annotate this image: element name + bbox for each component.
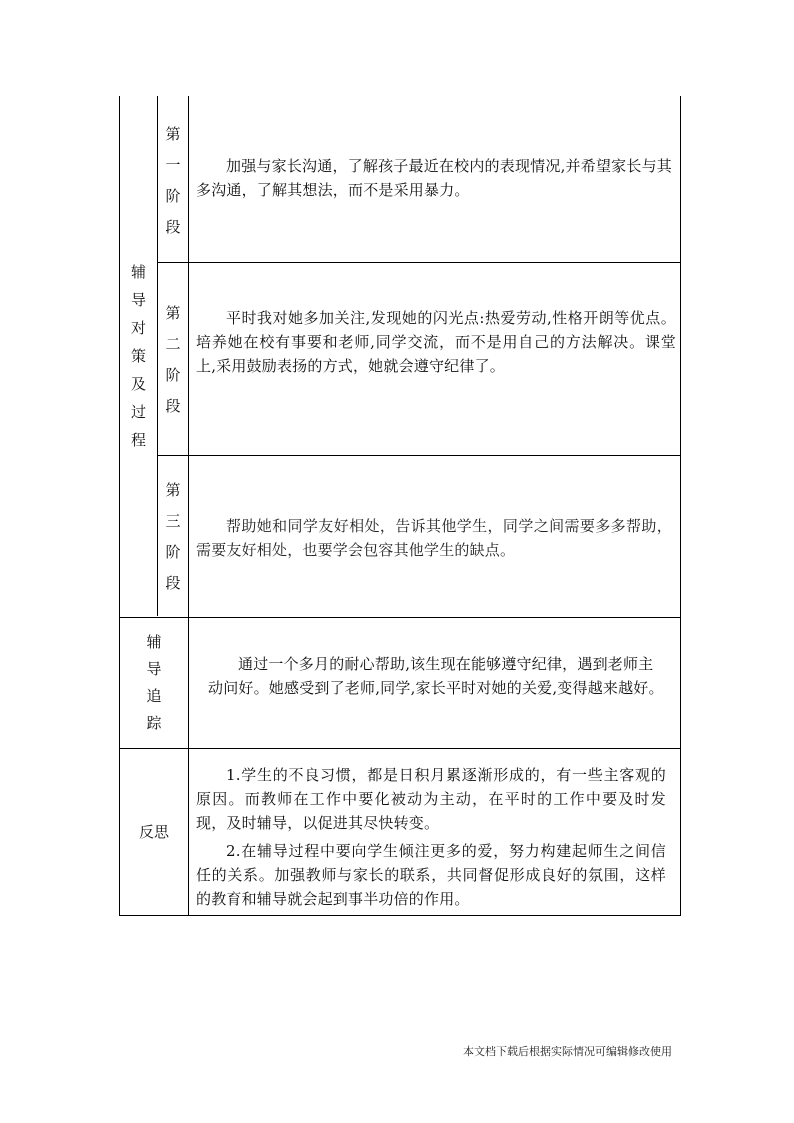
label-char: 程 xyxy=(130,430,146,449)
label-char: 二 xyxy=(165,335,181,353)
label-char: 三 xyxy=(165,512,181,530)
label-char: 第 xyxy=(165,481,181,499)
strategy-group-label xyxy=(120,96,157,616)
reflection-label xyxy=(120,749,188,915)
stage-label-right-border xyxy=(188,96,189,916)
label-char: 导 xyxy=(146,660,162,678)
reflection-label-text: 反思 xyxy=(138,822,169,841)
stage-1-text: 加强与家长沟通，了解孩子最近在校内的表现情况,并希望家长与其多沟通，了解其想法，而不是采用暴力。 xyxy=(196,157,672,199)
stage-3-content xyxy=(196,514,672,562)
table-bottom-border xyxy=(119,915,681,916)
tracking-text: 通过一个多月的耐心帮助,该生现在能够遵守纪律，遇到老师主动问好。她感受到了老师,同学,家长平时对她的关爱,变得越来越好。 xyxy=(208,655,664,697)
stage-3-text: 帮助她和同学友好相处，告诉其他学生，同学之间需要多多帮助，需要友好相处，也要学会包容其他学生的缺点。 xyxy=(196,517,672,559)
reflection-top-border xyxy=(119,748,681,749)
label-char: 导 xyxy=(130,290,146,309)
stage-2-content xyxy=(196,306,676,378)
reflection-paragraph: 2.在辅导过程中要向学生倾注更多的爱，努力构建起师生之间信任的关系。加强教师与家长的联系，共同督促形成良好的氛围，这样的教育和辅导就会起到事半功倍的作用。 xyxy=(196,842,666,908)
reflection-paragraph: 1.学生的不良习惯，都是日积月累逐渐形成的，有一些主客观的原因。而教师在工作中要化被动为主动，在平时的工作中要及时发现，及时辅导，以促进其尽快转变。 xyxy=(196,766,666,832)
label-char: 段 xyxy=(165,574,181,592)
label-char: 追 xyxy=(146,687,162,705)
tracking-top-border xyxy=(119,617,681,618)
label-char: 第 xyxy=(165,125,181,143)
stage-1-label xyxy=(158,118,188,244)
label-char: 段 xyxy=(165,218,181,236)
table-right-border xyxy=(680,96,681,916)
label-char: 辅 xyxy=(146,633,162,651)
stage-2-label xyxy=(158,296,188,424)
label-char: 一 xyxy=(165,156,181,174)
label-char: 策 xyxy=(130,346,146,365)
stage-divider-1 xyxy=(157,262,681,263)
label-char: 及 xyxy=(130,374,146,393)
tracking-content xyxy=(208,652,664,700)
label-char: 踪 xyxy=(146,714,162,732)
label-char: 阶 xyxy=(165,187,181,205)
label-char: 对 xyxy=(130,318,146,337)
label-char: 段 xyxy=(165,397,181,415)
stage-divider-2 xyxy=(157,455,681,456)
footer-note: 本文档下载后根据实际情况可编辑修改使用 xyxy=(463,1045,672,1058)
label-char: 过 xyxy=(130,402,146,421)
stage-3-label xyxy=(158,473,188,601)
tracking-label xyxy=(120,618,188,748)
reflection-content xyxy=(196,763,666,911)
label-char: 阶 xyxy=(165,543,181,561)
label-char: 辅 xyxy=(130,262,146,281)
stage-2-text: 平时我对她多加关注,发现她的闪光点:热爱劳动,性格开朗等优点。培养她在校有事要和老师,同学交流，而不是用自己的方法解决。课堂上,采用鼓励表扬的方式，她就会遵守纪律了。 xyxy=(196,309,676,375)
label-char: 阶 xyxy=(165,366,181,384)
stage-1-content xyxy=(196,154,672,202)
label-char: 第 xyxy=(165,304,181,322)
